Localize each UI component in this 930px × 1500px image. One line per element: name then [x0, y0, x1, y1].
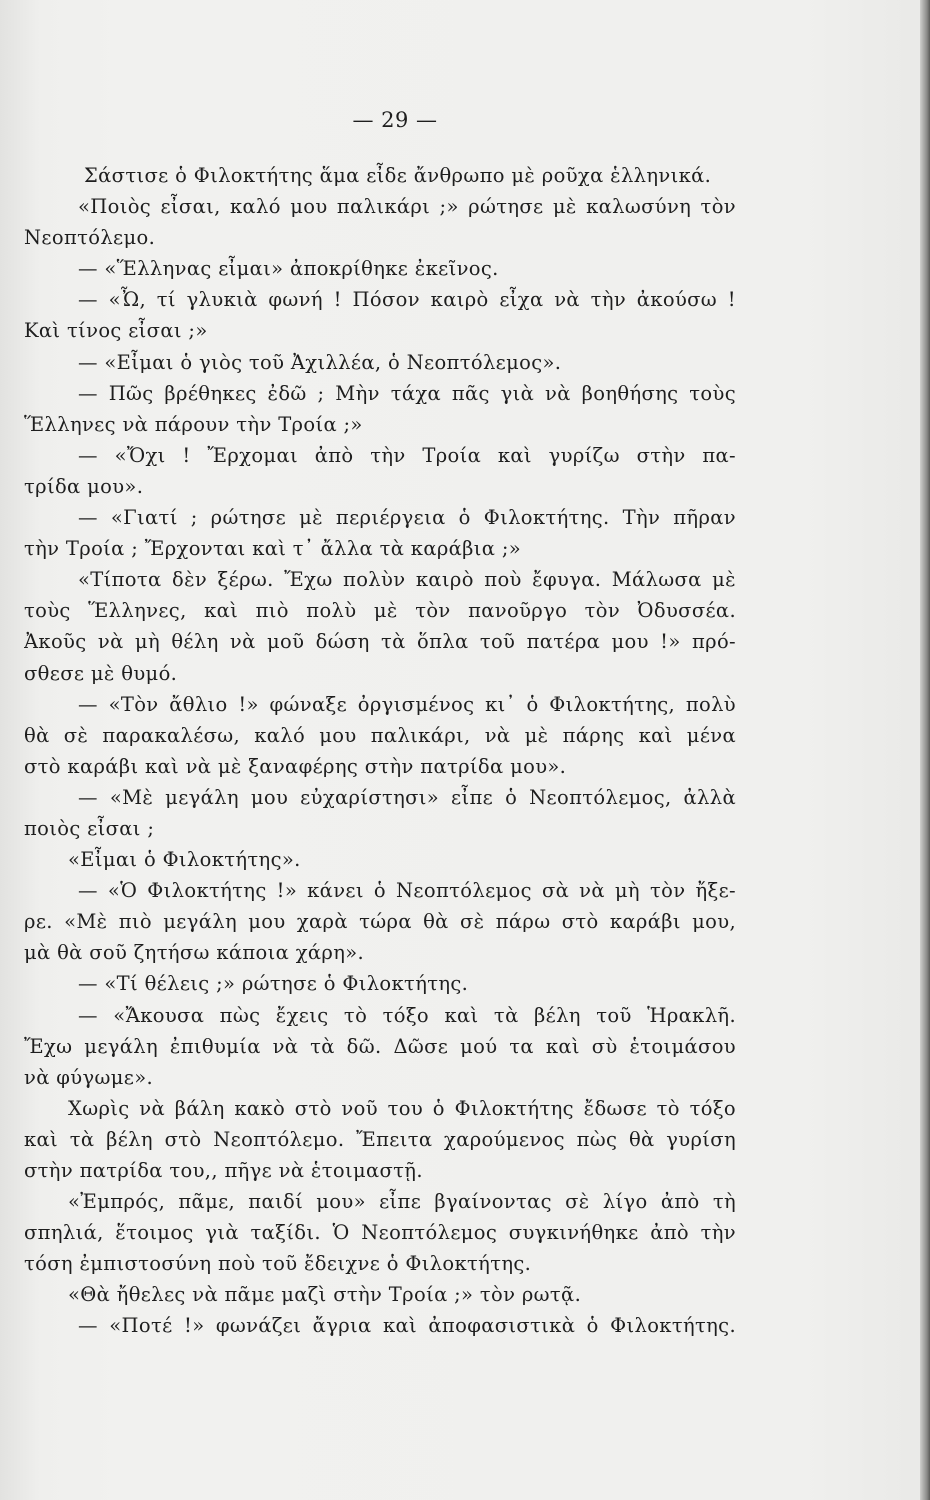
text-line: — «Ὄχι ! Ἔρχομαι ἀπὸ τὴν Τροία καὶ γυρίζω στὴν πα- [78, 443, 736, 467]
text-line: σθεσε μὲ θυμό. [24, 661, 178, 685]
text-line: σπηλιά, ἕτοιμος γιὰ ταξίδι. Ὁ Νεοπτόλεμος συγκινήθηκε ἀπὸ τὴν [24, 1221, 736, 1245]
text-line: τόση ἐμπιστοσύνη ποὺ τοῦ ἔδειχνε ὁ Φιλοκτήτης. [24, 1252, 532, 1276]
text-line: — «Γιατί ; ρώτησε μὲ περιέργεια ὁ Φιλοκτήτης. Τὴν πῆραν [78, 506, 736, 530]
page-number: — 29 — [352, 108, 438, 132]
text-line: νὰ φύγωμε». [24, 1065, 154, 1089]
text-line: Χωρὶς νὰ βάλη κακὸ στὸ νοῦ του ὁ Φιλοκτήτης ἔδωσε τὸ τόξο [68, 1096, 736, 1120]
text-line: Καὶ τίνος εἶσαι ;» [24, 319, 208, 343]
text-line: Ἀκοῦς νὰ μὴ θέλη νὰ μοῦ δώση τὰ ὅπλα τοῦ πατέρα μου !» πρό- [24, 630, 736, 654]
text-line: — Πῶς βρέθηκες ἐδῶ ; Μὴν τάχα πᾶς γιὰ νὰ βοηθήσης τοὺς [78, 381, 736, 405]
text-line: «Θὰ ἤθελες νὰ πᾶμε μαζὶ στὴν Τροία ;» τὸν ρωτᾷ. [68, 1283, 582, 1307]
text-line: καὶ τὰ βέλη στὸ Νεοπτόλεμο. Ἔπειτα χαρούμενος πὼς θὰ γυρίση [24, 1127, 736, 1151]
text-line: — «Τί θέλεις ;» ρώτησε ὁ Φιλοκτήτης. [78, 972, 469, 996]
text-line: Ἔχω μεγάλη ἐπιθυμία νὰ τὰ δῶ. Δῶσε μού τα καὶ σὺ ἑτοιμάσου [24, 1034, 736, 1058]
text-line: — «Τὸν ἄθλιο !» φώναξε ὀργισμένος κι᾿ ὁ Φιλοκτήτης, πολὺ [78, 692, 736, 716]
body-text [24, 160, 736, 1342]
text-line: «Τίποτα δὲν ξέρω. Ἔχω πολὺν καιρὸ ποὺ ἔφυγα. Μάλωσα μὲ [78, 568, 736, 592]
text-line: Σάστισε ὁ Φιλοκτήτης ἅμα εἶδε ἄνθρωπο μὲ ροῦχα ἑλληνικά. [84, 164, 712, 187]
text-line: — «Ἕλληνας εἶμαι» ἀποκρίθηκε ἐκεῖνος. [78, 257, 499, 281]
text-line: «Ποιὸς εἶσαι, καλό μου παλικάρι ;» ρώτησε μὲ καλωσύνη τὸν [78, 195, 736, 219]
text-line: — «Εἶμαι ὁ γιὸς τοῦ Ἀχιλλέα, ὁ Νεοπτόλεμος». [78, 350, 562, 374]
text-line: ποιὸς εἶσαι ; [24, 816, 155, 840]
text-line: — «Μὲ μεγάλη μου εὐχαρίστησι» εἶπε ὁ Νεοπτόλεμος, ἀλλὰ [78, 785, 736, 809]
text-line: θὰ σὲ παρακαλέσω, καλό μου παλικάρι, νὰ μὲ πάρης καὶ μένα [24, 723, 736, 747]
text-line: τρίδα μου». [24, 474, 144, 498]
text-line: μὰ θὰ σοῦ ζητήσω κάποια χάρη». [24, 941, 365, 965]
text-line: Νεοπτόλεμο. [24, 226, 156, 250]
text-line: ρε. «Μὲ πιὸ μεγάλη μου χαρὰ τώρα θὰ σὲ πάρω στὸ καράβι μου, [24, 910, 736, 934]
text-line: — «Ὁ Φιλοκτήτης !» κάνει ὁ Νεοπτόλεμος σὰ νὰ μὴ τὸν ἤξε- [78, 879, 736, 903]
text-line: — «Ὦ, τί γλυκιὰ φωνή ! Πόσον καιρὸ εἶχα νὰ τὴν ἀκούσω ! [78, 288, 736, 312]
text-line: — «Ποτέ !» φωνάζει ἄγρια καὶ ἀποφασιστικὰ ὁ Φιλοκτήτης. [78, 1314, 736, 1338]
text-line: Ἕλληνες νὰ πάρουν τὴν Τροία ;» [24, 412, 363, 436]
text-line: «Ἐμπρός, πᾶμε, παιδί μου» εἶπε βγαίνοντας σὲ λίγο ἀπὸ τὴ [68, 1190, 736, 1214]
text-line: τὴν Τροία ; Ἔρχονται καὶ τ᾿ ἄλλα τὰ καράβια ;» [24, 537, 522, 561]
text-line: στὸ καράβι καὶ νὰ μὲ ξαναφέρης στὴν πατρίδα μου». [24, 754, 567, 778]
text-line: στὴν πατρίδα του,, πῆγε νὰ ἑτοιμαστῇ. [24, 1159, 423, 1182]
page-edge-shadow [920, 0, 930, 1500]
text-line: τοὺς Ἕλληνες, καὶ πιὸ πολὺ μὲ τὸν πανοῦργο τὸν Ὀδυσσέα. [24, 599, 736, 623]
text-line: «Εἶμαι ὁ Φιλοκτήτης». [68, 848, 301, 872]
text-line: — «Ἄκουσα πὼς ἔχεις τὸ τόξο καὶ τὰ βέλη τοῦ Ἡρακλῆ. [78, 1003, 736, 1027]
